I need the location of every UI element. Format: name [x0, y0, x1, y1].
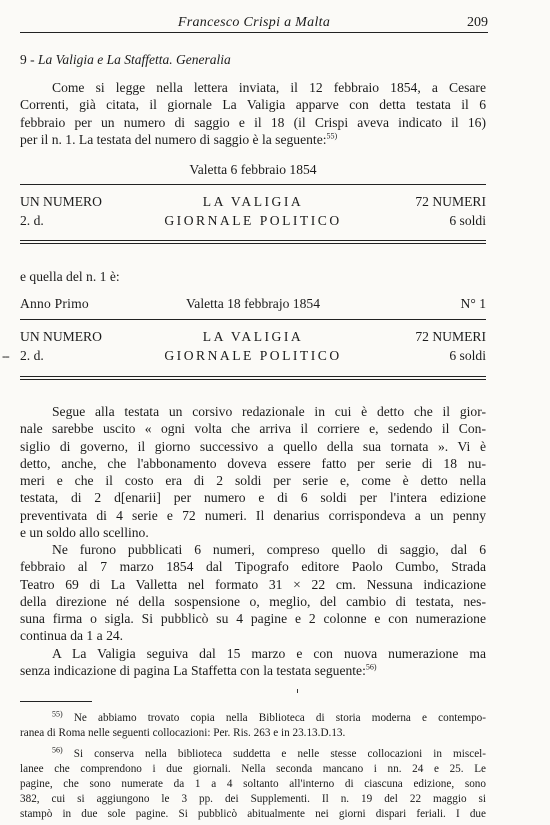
body-line: senza indicazione di pagina La Staffetta con la testata seguente:$^{56)}$ [20, 662, 377, 679]
body-line: detto, anche, che l'abbonamento doveva essere fatto per serie di 18 nu- [20, 455, 486, 471]
n1-right-top: 72 NUMERI [415, 329, 486, 344]
sample-center-bottom: GIORNALE POLITICO [164, 213, 342, 228]
n1-left-bottom: 2. d. [20, 348, 44, 363]
footnote-55-ref: 55) [52, 709, 63, 719]
n1-center-top: LA VALIGIA [202, 329, 304, 344]
body-paragraph-2 [20, 541, 486, 645]
footnote-55 [20, 711, 486, 741]
footnote-line: ranea di Roma nelle seguenti collocazioni: Per. Ris. 263 e in 23.13.D.13. [20, 727, 346, 739]
sample-masthead-row-1 [20, 194, 486, 212]
body-paragraph-1 [20, 403, 486, 541]
footnote-56 [20, 747, 486, 822]
margin-mark: -- [2, 348, 9, 363]
body-line: nale sarebbe uscito « ogni volta che arriva il corriere e, sedendo il Con- [20, 421, 486, 437]
section-heading [20, 52, 231, 68]
footnote-line: stampò in due sole pagine. Si pubblicò abitualmente nei giorni dispari feriali. I due [20, 808, 486, 820]
n1-masthead-row-2 [20, 348, 486, 366]
sample-masthead-row-2 [20, 213, 486, 231]
body-line: Teatro 69 di La Valletta nel formato 31 × 22 cm. Nessuna indicazione [20, 576, 486, 592]
intro-line: Correnti, già citata, il giornale La Valigia apparve con detta testata il 6 [20, 97, 486, 113]
footnote-ref-56: 56) [365, 662, 377, 672]
section-number: 9 - [20, 52, 35, 67]
body-line: testata, di 2 d[enarii] per numero e di 6 soldi per l'intera edizione [20, 490, 486, 506]
sample-right-bottom: 6 soldi [449, 213, 486, 228]
sample-left-bottom: 2. d. [20, 213, 44, 228]
n1-masthead-row-1 [20, 329, 486, 347]
footnote-line: $^{56)}$ Si conserva nella biblioteca suddetta e nelle stesse collocazioni in miscel- [52, 745, 486, 760]
page-number: 209 [467, 15, 488, 30]
footnote-line: 382, cui si aggiungono le 3 pp. dei Supplementi. Il n. 19 del 22 maggio si [20, 793, 486, 805]
body-line: febbraio al 7 marzo 1854 dal Tipografo editore Paolo Cumbo, Strada [20, 559, 486, 575]
n1-rule-top [20, 319, 486, 320]
n1-left-top: UN NUMERO [20, 329, 102, 344]
footnote-56-ref: 56) [52, 745, 63, 755]
footnote-line: lanee che comprendono i due giornali. Nella seconda mancano i nn. 24 e 25. Le [20, 763, 486, 775]
sample-center-top: LA VALIGIA [202, 194, 304, 209]
n1-number-line: N° 1 [460, 296, 486, 311]
n1-rule-bottom [20, 376, 486, 380]
body-line: e un soldo allo scellino. [20, 525, 149, 541]
body-line: preventivata di 4 serie e 72 numeri. Il denarius corrispondeva a un penny [20, 507, 486, 523]
body-line: della direzione né della sospensione o, meglio, del cambio di testata, nes- [20, 593, 486, 609]
body-line: meri e che il costo era di 2 soldi per serie e, come è detto nella [20, 473, 486, 489]
sample-right-top: 72 NUMERI [415, 194, 486, 209]
footnote-rule [20, 701, 92, 702]
body-line: continua da 1 a 24. [20, 628, 124, 644]
masthead-rule-bottom [20, 240, 486, 244]
body-line: Segue alla testata un corsivo redazionale in cui è detto che il gior- [52, 404, 486, 419]
intro-line: febbraio per un numero di saggio e il 18 (il Crispi aveva indicato il 16) [20, 114, 486, 130]
body-line: suna firma o sigla. Si pubblicò su 4 pagine e 2 colonne e con numerazione [20, 611, 486, 627]
footnote-line: pagine, che sono numerate da 1 a 4 soltanto all'interno di ciascuna edizione, sono [20, 778, 486, 790]
running-header [20, 10, 488, 33]
intro-paragraph [20, 79, 486, 148]
body-line: Ne furono pubblicati 6 numeri, compreso quello di saggio, dal 6 [52, 542, 486, 557]
intro-line: per il n. 1. La testata del numero di saggio è la seguente:$^{55)}$ [20, 131, 338, 147]
body-paragraph-3 [20, 645, 486, 680]
stray-mark [297, 689, 298, 693]
intro-line: Come si legge nella lettera inviata, il 12 febbraio 1854, a Cesare [52, 80, 486, 95]
body-line: siglio di governo, il giorno successivo a quello della sua tornata ». Vi è [20, 438, 486, 454]
n1-center-bottom: GIORNALE POLITICO [164, 348, 342, 363]
n1-info-row [20, 296, 486, 314]
sample-date-line: Valetta 6 febbraio 1854 [189, 162, 317, 177]
footnote-ref-55: 55) [326, 131, 338, 141]
masthead-rule-top [20, 184, 486, 185]
footnote-line: $^{55)}$ Ne abbiamo trovato copia nella Biblioteca di storia moderna e contempo- [52, 709, 486, 724]
section-title: La Valigia e La Staffetta. Generalia [38, 52, 231, 67]
n1-right-bottom: 6 soldi [449, 348, 486, 363]
body-line: A La Valigia seguiva dal 15 marzo e con nuova numerazione ma [52, 646, 486, 661]
between-text: e quella del n. 1 è: [20, 269, 120, 284]
sample-left-top: UN NUMERO [20, 194, 102, 209]
n1-left-line: Anno Primo [20, 296, 89, 311]
n1-date-line: Valetta 18 febbrajo 1854 [185, 296, 320, 311]
running-title: Francesco Crispi a Malta [177, 15, 331, 30]
